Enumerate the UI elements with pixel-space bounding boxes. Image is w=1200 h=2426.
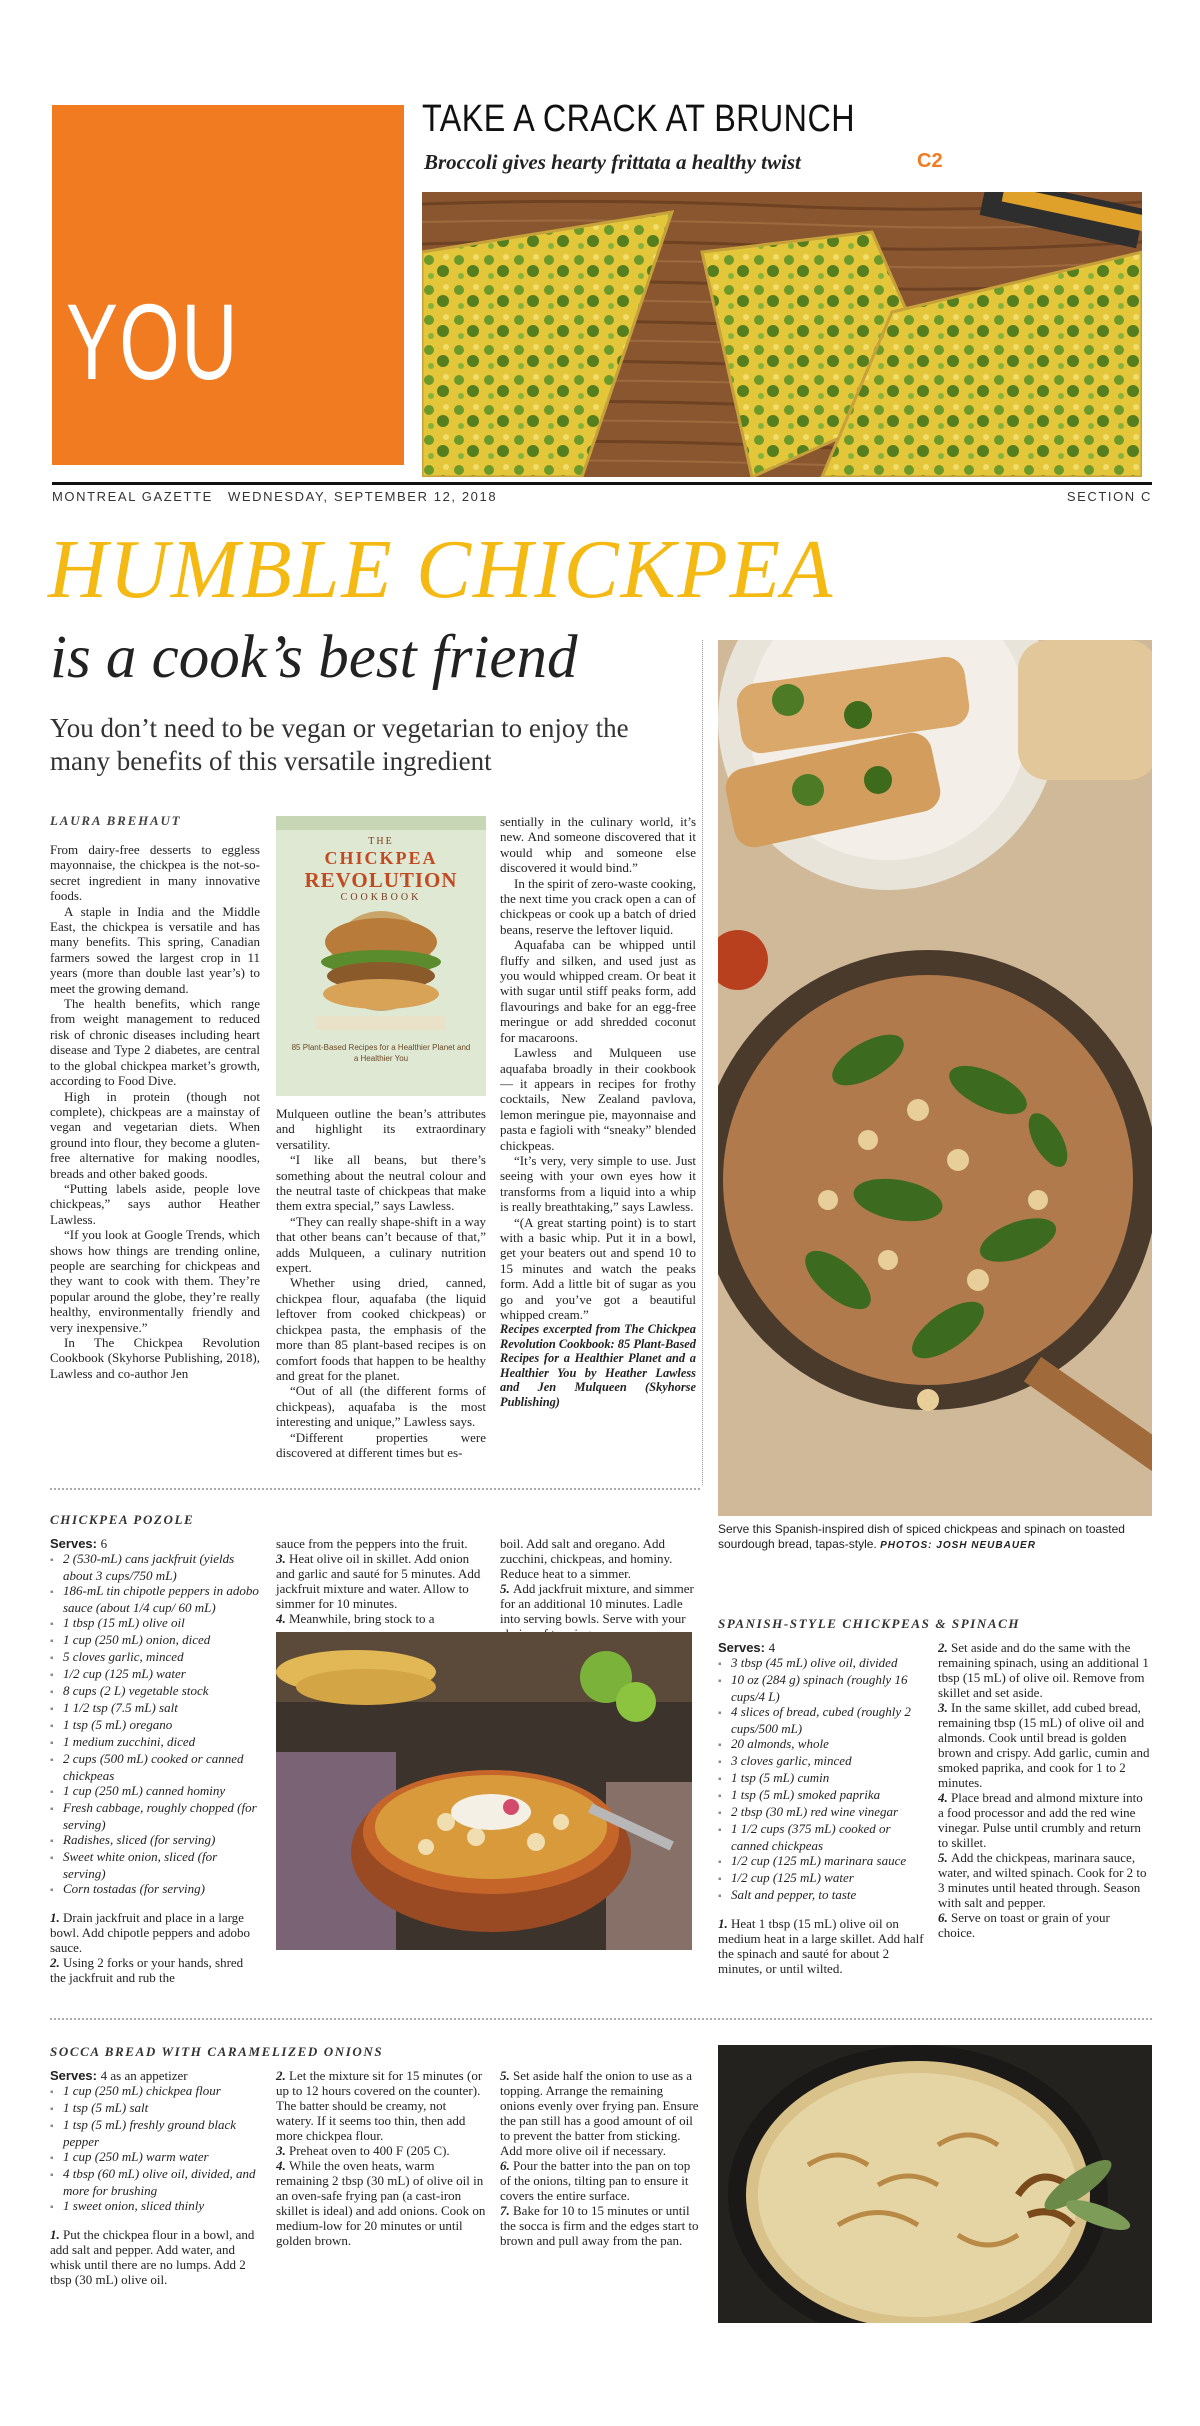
step-number: 3. <box>276 1551 289 1566</box>
ingredient-item: ▪ 3 cloves garlic, minced <box>718 1753 924 1770</box>
ingredient-item: ▪ 2 tbsp (30 mL) red wine vinegar <box>718 1804 924 1821</box>
step-text: Drain jackfruit and place in a large bowl. Add chipotle peppers and adobo sauce. <box>50 1910 251 1955</box>
step-text: Set aside and do the same with the remaining spinach, using an additional 1 tbsp (15 mL) of olive oil. Remove from skillet and set aside. <box>938 1640 1149 1700</box>
serves-value: 4 as an appetizer <box>100 2068 188 2083</box>
pozole-photo <box>276 1632 692 1950</box>
serves-label: Serves: <box>50 1536 97 1551</box>
teaser-subtitle[interactable]: Broccoli gives hearty frittata a healthy twist <box>424 150 801 174</box>
steps <box>500 1536 695 1641</box>
spanish-ingredients <box>718 1640 924 1976</box>
ingredient-item: ▪ 1 tsp (5 mL) smoked paprika <box>718 1787 924 1804</box>
paragraph: In the spirit of zero-waste cooking, the next time you crack open a can of chickpeas or cook up a batch of dried beans, reserve the leftover liquid. <box>500 875 696 937</box>
steps <box>276 1536 486 1626</box>
ingredient-item: ▪ 186-mL tin chipotle peppers in adobo sauce (about 1/4 cup/ 60 mL) <box>50 1583 260 1615</box>
paragraph: Lawless and Mulqueen use aquafaba broadly in their cookbook — it appears in recipes for frothy cocktails, New Zealand pavlova, lemon meringue pie, mayonnaise and pasta e fagioli with “sneaky” blended chickpeas. <box>500 1045 696 1153</box>
byline: LAURA BREHAUT <box>50 813 182 828</box>
ingredient-item: ▪ 1 tsp (5 mL) oregano <box>50 1717 260 1734</box>
step-number: 1. <box>50 2227 63 2242</box>
serves-value: 6 <box>100 1536 108 1551</box>
caption-text: Serve this Spanish-inspired dish of spiced chickpeas and spinach on toasted sourdough bread, tapas-style. <box>718 1522 1125 1551</box>
spanish-chickpeas-photo <box>718 640 1152 1516</box>
paragraph: From dairy-free desserts to eggless mayonnaise, the chickpea is the not-so-secret ingredient in many innovative foods. <box>50 842 260 904</box>
step-text: Using 2 forks or your hands, shred the jackfruit and rub the <box>50 1955 244 1985</box>
book-title-the: THE <box>368 836 394 847</box>
ingredient-list <box>718 1655 924 1904</box>
recipe-step <box>276 2068 486 2143</box>
steps <box>718 1916 924 1976</box>
cookbook-cover-image <box>276 816 486 1096</box>
ingredient-item: ▪ 1 tsp (5 mL) freshly ground black pepper <box>50 2117 262 2149</box>
folio-bar <box>52 482 1152 504</box>
recipe-title-socca: SOCCA BREAD WITH CARAMELIZED ONIONS <box>50 2044 384 2059</box>
step-text: Let the mixture sit for 15 minutes (or up to 12 hours covered on the counter). The batter should be creamy, not watery. If it seems too thin, then add more chickpea flour. <box>276 2068 483 2143</box>
step-number: 3. <box>276 2143 289 2158</box>
step-text: Bake for 10 to 15 minutes or until the socca is firm and the edges start to brown and pull away from the pan. <box>500 2203 699 2248</box>
ingredient-item: ▪ 2 (530-mL) cans jackfruit (yields about 3 cups/750 mL) <box>50 1551 260 1583</box>
recipe-step <box>500 1536 695 1581</box>
step-number: 2. <box>276 2068 289 2083</box>
step-number: 2. <box>938 1640 951 1655</box>
section-word: YOU <box>66 281 239 402</box>
paragraph: In The Chickpea Revolution Cookbook (Skyhorse Publishing, 2018), Lawless and co-author Jen <box>50 1335 260 1381</box>
ingredient-item: ▪ 1 1/2 tsp (7.5 mL) salt <box>50 1700 260 1717</box>
recipe-step <box>718 1916 924 1976</box>
paragraph: “Out of all (the different forms of chickpeas), aquafaba is the most interesting and unique,” Lawless says. <box>276 1383 486 1430</box>
ingredient-list <box>50 1551 260 1898</box>
paragraph: “If you look at Google Trends, which shows how things are trending online, people are searching for chickpeas and they want to cook with them. They’re popular around the globe, they’re really healthy, environmentally friendly and very inexpensive.” <box>50 1227 260 1335</box>
ingredient-item: ▪ 4 tbsp (60 mL) olive oil, divided, and more for brushing <box>50 2166 262 2198</box>
step-text: boil. Add salt and oregano. Add zucchini, chickpeas, and hominy. Reduce heat to a simmer. <box>500 1536 673 1581</box>
frittata-photo <box>422 192 1142 477</box>
step-number: 5. <box>500 1581 513 1596</box>
socca-steps-2 <box>276 2068 486 2248</box>
headline: HUMBLE CHICKPEA <box>48 523 835 616</box>
section-divider <box>50 2018 1152 2020</box>
book-title-cookbook: COOKBOOK <box>340 892 422 903</box>
steps <box>50 2227 262 2287</box>
paragraph: Aquafaba can be whipped until fluffy and silken, and used just as you would whipped cream. Or beat it with sugar until stiff peaks form, add flavourings and bake for an egg-free meringue or add shredded coconut for macaroons. <box>500 937 696 1045</box>
section-divider <box>50 1488 700 1490</box>
recipe-step <box>276 1611 486 1626</box>
step-number: 4. <box>938 1790 951 1805</box>
step-text: Heat olive oil in skillet. Add onion and garlic and sauté for 5 minutes. Add jackfruit mixture and water. Allow to simmer for 10 minutes. <box>276 1551 481 1611</box>
step-text: sauce from the peppers into the fruit. <box>276 1536 468 1551</box>
recipe-step <box>276 1536 486 1551</box>
ingredient-item: ▪ Salt and pepper, to taste <box>718 1887 924 1904</box>
article-column-3 <box>500 814 696 1409</box>
step-text: Place bread and almond mixture into a food processor and add the red wine vinegar. Pulse until crumbly and return to skillet. <box>938 1790 1143 1850</box>
serves-label: Serves: <box>718 1640 765 1655</box>
teaser-kicker[interactable]: TAKE A CRACK AT BRUNCH <box>422 98 855 140</box>
ingredient-item: ▪ 4 slices of bread, cubed (roughly 2 cups/500 mL) <box>718 1704 924 1736</box>
recipe-step <box>938 1850 1150 1910</box>
step-number: 4. <box>276 1611 289 1626</box>
paragraph: “It’s very, very simple to use. Just seeing with your own eyes how it transforms from a liquid into a whip is really breathtaking,” says Lawless. <box>500 1152 696 1215</box>
pozole-steps-2 <box>276 1536 486 1626</box>
step-number: 7. <box>500 2203 513 2218</box>
recipe-step <box>50 1910 260 1955</box>
teaser-page-ref[interactable]: C2 <box>917 150 943 172</box>
step-text: Put the chickpea flour in a bowl, and add salt and pepper. Add water, and whisk until there are no lumps. Add 2 tbsp (30 mL) olive oil. <box>50 2227 255 2287</box>
serves-line <box>50 1536 260 1551</box>
step-number: 5. <box>500 2068 513 2083</box>
ingredient-item: ▪ 3 tbsp (45 mL) olive oil, divided <box>718 1655 924 1672</box>
step-text: In the same skillet, add cubed bread, remaining tbsp (15 mL) of olive oil and almonds. Cook until bread is golden brown and crispy. Add garlic, cumin and smoked paprika, and cook for 1 to 2 minutes. <box>938 1700 1150 1790</box>
book-tagline: 85 Plant-Based Recipes for a Healthier Planet and a Healthier You <box>291 1043 471 1063</box>
recipe-step <box>938 1790 1150 1850</box>
folio-date: WEDNESDAY, SEPTEMBER 12, 2018 <box>228 489 498 504</box>
recipe-step <box>50 2227 262 2287</box>
step-text: Add jackfruit mixture, and simmer for an additional 10 minutes. Ladle into serving bowls. Serve with your <box>500 1581 694 1626</box>
recipe-step <box>938 1640 1150 1700</box>
ingredient-item: ▪ 1 tsp (5 mL) cumin <box>718 1770 924 1787</box>
paragraph: Whether using dried, canned, chickpea flour, aquafaba (the liquid leftover from cooked chickpeas) or chickpea pasta, the emphasis of the more than 85 plant-based recipes is on comfort foods that happen to be healthy and great for the planet. <box>276 1275 486 1383</box>
step-text: Serve on toast or grain of your choice. <box>938 1910 1110 1940</box>
book-title-revolution: REVOLUTION <box>304 868 458 892</box>
recipe-step <box>500 2203 700 2248</box>
article-column-2 <box>276 1106 486 1460</box>
ingredient-item: ▪ 1 1/2 cups (375 mL) cooked or canned chickpeas <box>718 1821 924 1853</box>
paragraph: “I like all beans, but there’s something about the neutral colour and the neutral taste of chickpeas that make them extra special,” says Lawless. <box>276 1152 486 1214</box>
step-text: Preheat oven to 400 F (205 C). <box>289 2143 450 2158</box>
step-number: 6. <box>938 1910 951 1925</box>
paragraph: A staple in India and the Middle East, the chickpea is versatile and has many benefits. This spring, Canadian farmers sowed the largest crop in 11 years (more than double last year’s) to meet the growing demand. <box>50 903 260 996</box>
ingredient-list <box>50 2083 262 2215</box>
ingredient-item: ▪ 1 cup (250 mL) warm water <box>50 2149 262 2166</box>
paragraph: “They can really shape-shift in a way that other beans can’t because of that,” adds Mulqueen, a culinary nutrition expert. <box>276 1213 486 1276</box>
ingredient-item: ▪ 2 cups (500 mL) cooked or canned chickpeas <box>50 1751 260 1783</box>
recipe-credit: Recipes excerpted from The Chickpea Revolution Cookbook: 85 Plant-Based Recipes for a Healthier Planet and a Healthier You by Heather Lawless and Jen Mulqueen (Skyhorse Publishing) <box>500 1322 696 1409</box>
paragraph: High in protein (though not complete), chickpeas are a mainstay of vegan and vegetarian diets. When ground into flour, they become a gluten-free alternative for making noodles, breads and other baked goods. <box>50 1088 260 1181</box>
paragraph: The health benefits, which range from weight management to reduced risk of chronic diseases including heart disease and Type 2 diabetes, are central to the global chickpea market’s growth, according to Food Dive. <box>50 996 260 1089</box>
serves-value: 4 <box>768 1640 776 1655</box>
pozole-ingredients <box>50 1536 260 1985</box>
serves-line <box>718 1640 924 1655</box>
ingredient-item: ▪ 1/2 cup (125 mL) marinara sauce <box>718 1853 924 1870</box>
paragraph: “Different properties were discovered at different times but es- <box>276 1429 486 1460</box>
ingredient-item: ▪ Corn tostadas (for serving) <box>50 1881 260 1898</box>
book-title-chickpea: CHICKPEA <box>324 848 438 868</box>
recipe-step <box>938 1700 1150 1790</box>
step-text: Pour the batter into the pan on top of the onions, tilting pan to ensure it covers the entire surface. <box>500 2158 691 2203</box>
ingredient-item: ▪ 1 sweet onion, sliced thinly <box>50 2198 262 2215</box>
recipe-step <box>276 2158 486 2248</box>
subhead: is a cook’s best friend <box>50 624 578 691</box>
ingredient-item: ▪ 5 cloves garlic, minced <box>50 1649 260 1666</box>
ingredient-item: ▪ 1 tsp (5 mL) salt <box>50 2100 262 2117</box>
ingredient-item: ▪ 1 medium zucchini, diced <box>50 1734 260 1751</box>
dek: You don’t need to be vegan or vegetarian to enjoy the many benefits of this versatile ingredient <box>50 713 629 776</box>
step-text: While the oven heats, warm remaining 2 tbsp (30 mL) of olive oil in an oven-safe frying pan (a cast-iron skillet is ideal) and add onions. Cook on medium-low for 20 minutes or until golden brown. <box>276 2158 486 2248</box>
recipe-step <box>500 2068 700 2158</box>
step-number: 5. <box>938 1850 951 1865</box>
recipe-title-pozole: CHICKPEA POZOLE <box>50 1512 195 1527</box>
recipe-step <box>500 2158 700 2203</box>
step-number: 6. <box>500 2158 513 2173</box>
steps <box>500 2068 700 2248</box>
step-number: 1. <box>50 1910 63 1925</box>
ingredient-item: ▪ Fresh cabbage, roughly chopped (for serving) <box>50 1800 260 1832</box>
socca-ingredients <box>50 2068 262 2287</box>
serves-label: Serves: <box>50 2068 97 2083</box>
step-number: 4. <box>276 2158 289 2173</box>
serves-line <box>50 2068 262 2083</box>
paragraph: “Putting labels aside, people love chickpeas,” says author Heather Lawless. <box>50 1180 260 1227</box>
ingredient-item: ▪ 1 cup (250 mL) onion, diced <box>50 1632 260 1649</box>
spanish-steps-2 <box>938 1640 1150 1940</box>
pozole-steps-3 <box>500 1536 695 1641</box>
ingredient-item: ▪ 20 almonds, whole <box>718 1736 924 1753</box>
socca-photo <box>718 2045 1152 2323</box>
paragraph: “(A great starting point) is to start with a basic whip. Put it in a bowl, get your beaters out and spend 10 to 15 minutes and watch the peaks form. Add a little bit of sugar as you go and you’ve got a beautiful whipped cream.” <box>500 1214 696 1322</box>
paragraph: Mulqueen outline the bean’s attributes and highlight its extraordinary versatility. <box>276 1106 486 1152</box>
photo-caption <box>718 1522 1158 1553</box>
step-text: Add the chickpeas, marinara sauce, water, and wilted spinach. Cook for 2 to 3 minutes until heated through. Season with salt and pepper. <box>938 1850 1147 1910</box>
ingredient-item: ▪ Radishes, sliced (for serving) <box>50 1832 260 1849</box>
ingredient-item: ▪ 8 cups (2 L) vegetable stock <box>50 1683 260 1700</box>
photo-credit: PHOTOS: JOSH NEUBAUER <box>880 1540 1036 1551</box>
ingredient-item: ▪ 1 tbsp (15 mL) olive oil <box>50 1615 260 1632</box>
step-text: Heat 1 tbsp (15 mL) olive oil on medium heat in a large skillet. Add half the spinach and sauté for about 2 minutes, or until wilted. <box>718 1916 924 1976</box>
steps <box>50 1910 260 1985</box>
step-number: 1. <box>718 1916 731 1931</box>
ingredient-item: ▪ Sweet white onion, sliced (for serving) <box>50 1849 260 1881</box>
recipe-step <box>50 1955 260 1985</box>
recipe-title-spanish: SPANISH-STYLE CHICKPEAS & SPINACH <box>718 1616 1021 1631</box>
ingredient-item: ▪ 1/2 cup (125 mL) water <box>50 1666 260 1683</box>
step-text: Meanwhile, bring stock to a <box>289 1611 435 1626</box>
steps <box>276 2068 486 2248</box>
ingredient-item: ▪ 10 oz (284 g) spinach (roughly 16 cups/4 L) <box>718 1672 924 1704</box>
column-divider <box>702 640 703 1485</box>
step-number: 3. <box>938 1700 951 1715</box>
step-number: 2. <box>50 1955 63 1970</box>
ingredient-item: ▪ 1 cup (250 mL) canned hominy <box>50 1783 260 1800</box>
recipe-step <box>938 1910 1150 1940</box>
paragraph: sentially in the culinary world, it’s new. And someone discovered that it would whip and someone else discovered it would bind.” <box>500 814 696 876</box>
steps <box>938 1640 1150 1940</box>
folio-section: SECTION C <box>1066 489 1152 504</box>
ingredient-item: ▪ 1/2 cup (125 mL) water <box>718 1870 924 1887</box>
socca-steps-3 <box>500 2068 700 2248</box>
step-text: Set aside half the onion to use as a topping. Arrange the remaining onions evenly over frying pan. Ensure the pan still has a good amount of oil to prevent the batter from sticking. Add more olive oil if necessary. <box>500 2068 699 2158</box>
folio-paper: MONTREAL GAZETTE <box>52 489 213 504</box>
article-column-1 <box>50 842 260 1381</box>
ingredient-item: ▪ 1 cup (250 mL) chickpea flour <box>50 2083 262 2100</box>
recipe-step <box>276 1551 486 1611</box>
recipe-step <box>276 2143 486 2158</box>
